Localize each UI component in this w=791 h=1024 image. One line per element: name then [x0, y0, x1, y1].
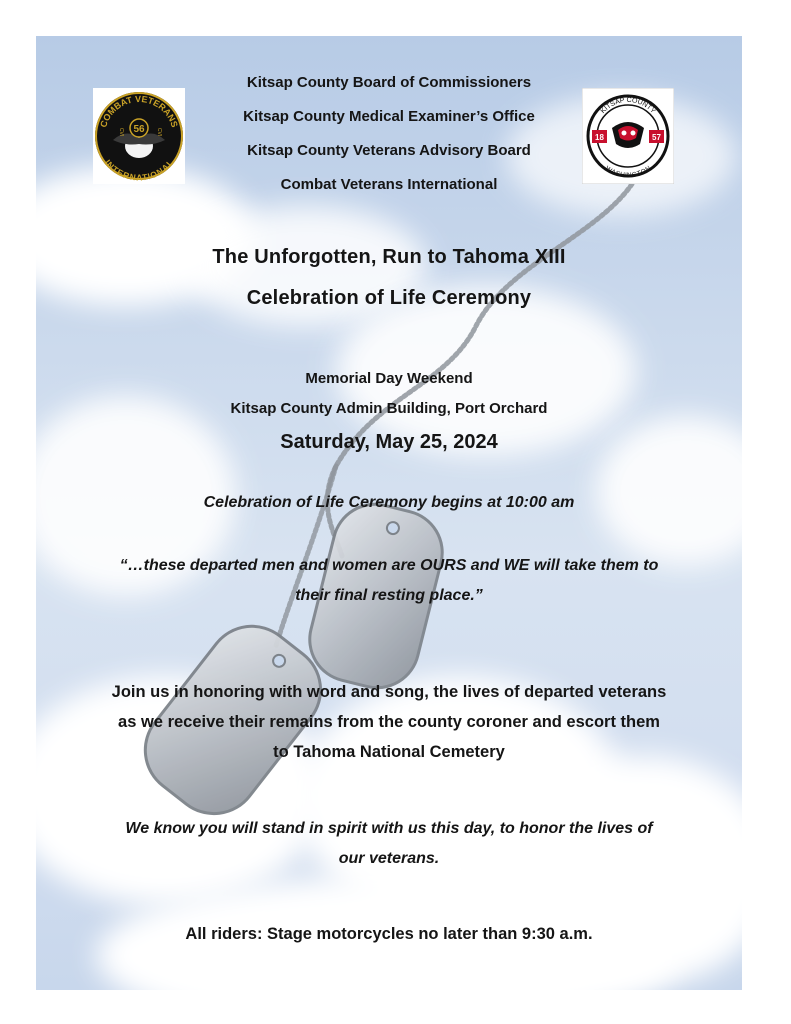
organizer-line: Kitsap County Board of Commissioners	[246, 74, 532, 91]
seal-bottom-text: WASHINGTON	[603, 165, 653, 180]
flyer-background	[36, 36, 742, 990]
quote-line: their final resting place.”	[295, 587, 483, 604]
event-location: Kitsap County Admin Building, Port Orchard	[230, 400, 548, 417]
invitation-line: as we receive their remains from the county coroner and escort them	[118, 713, 660, 731]
organizer-line: Kitsap County Veterans Advisory Board	[247, 142, 531, 159]
event-date: Saturday, May 25, 2024	[280, 431, 498, 453]
invitation-line: Join us in honoring with word and song, the lives of departed veterans	[111, 683, 667, 701]
rider-note: All riders: Stage motorcycles no later than 9:30 a.m.	[185, 925, 593, 943]
event-title: The Unforgotten, Run to Tahoma XIII	[212, 246, 566, 268]
organizer-line: Kitsap County Medical Examiner’s Office	[243, 108, 535, 125]
closing-line: our veterans.	[338, 850, 440, 867]
event-subtitle: Celebration of Life Ceremony	[246, 287, 532, 309]
invitation-line: to Tahoma National Cemetery	[273, 743, 505, 761]
event-occasion: Memorial Day Weekend	[305, 370, 473, 387]
logo-side-right: CVI	[156, 127, 162, 137]
logo-side-left: CVI	[118, 127, 124, 137]
combat-veterans-logo	[93, 88, 185, 184]
closing-line: We know you will stand in spirit with us this day, to honor the lives of	[125, 820, 653, 837]
logo-top-text: COMBAT VETERANS	[98, 93, 180, 129]
logo-bottom-text: INTERNATIONAL	[102, 157, 176, 183]
kitsap-county-seal-logo	[582, 88, 674, 184]
logo-number: 56	[133, 124, 145, 135]
seal-top-text: KITSAP COUNTY	[599, 96, 657, 115]
seal-year-left: 18	[595, 133, 604, 142]
seal-year-right: 57	[652, 133, 661, 142]
quote-line: “…these departed men and women are OURS and WE will take them to	[119, 557, 659, 574]
start-time: Celebration of Life Ceremony begins at 10:00 am	[203, 494, 575, 511]
organizer-line: Combat Veterans International	[280, 176, 498, 193]
